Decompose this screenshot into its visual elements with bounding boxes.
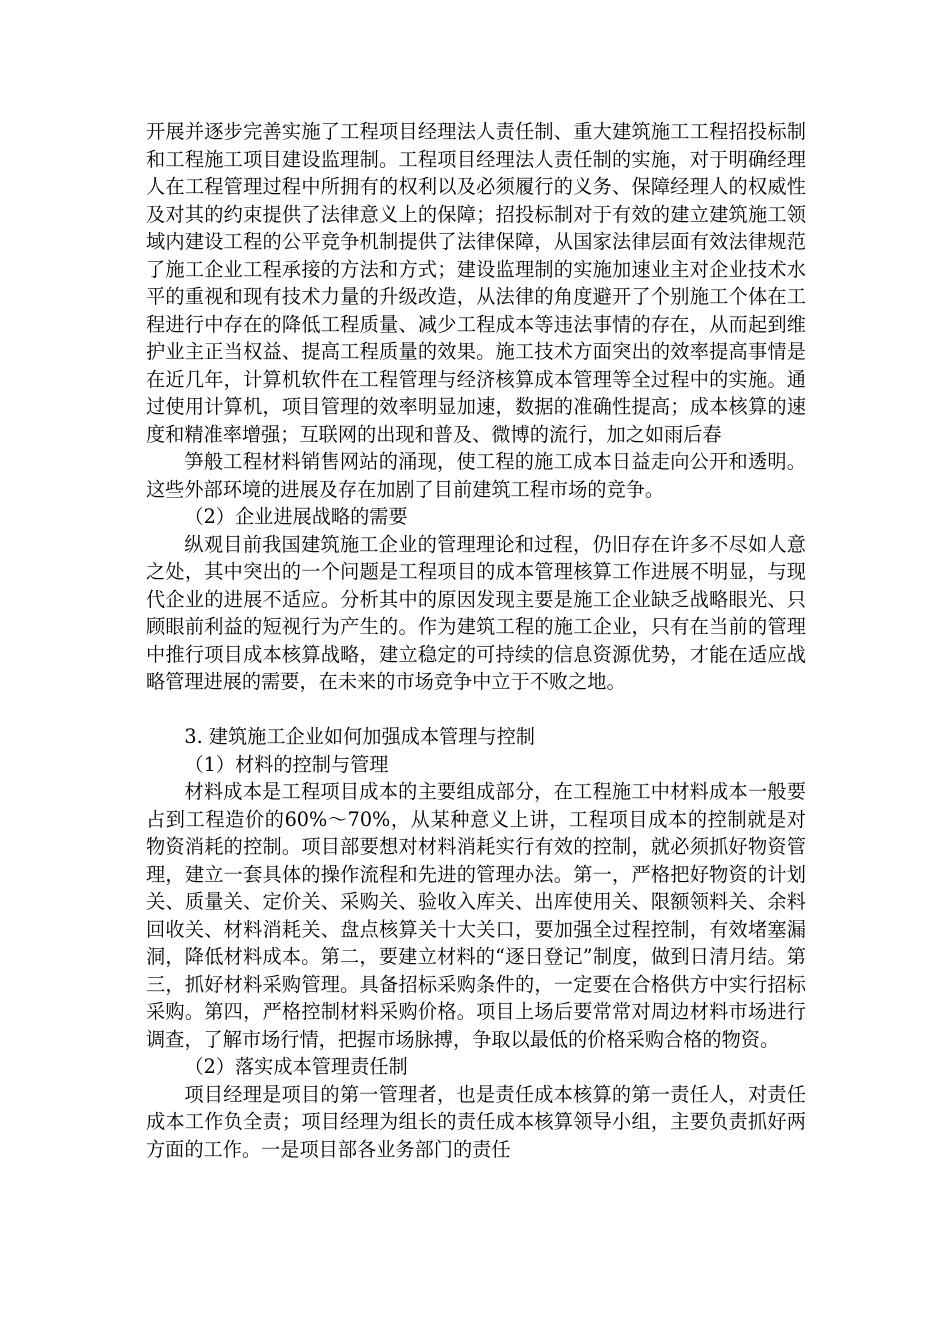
blank-line: [146, 696, 806, 724]
section-heading-cost-control: 3. 建筑施工企业如何加强成本管理与控制: [184, 725, 535, 748]
paragraph-strategy: 纵观目前我国建筑施工企业的管理理论和过程，仍旧存在许多不尽如人意之处，其中突出的一个问题是工程项目的成本管理核算工作进展不明显，与现代企业的进展不适应。分析其中的原因发现主要是施工企业缺乏战略眼光、只顾眼前利益的短视行为产生的。作为建筑工程的施工企业，只有在当前的管理中推行项目成本核算战略，建立稳定的可持续的信息资源优势，才能在适应战略管理进展的需要，在未来的市场竞争中立于不败之地。: [146, 532, 806, 693]
subheading-responsibility-system: （2）落实成本管理责任制: [184, 1055, 408, 1078]
paragraph-material-cost: 材料成本是工程项目成本的主要组成部分，在工程施工中材料成本一般要占到工程造价的60%～70%，从某种意义上讲，工程项目成本的控制就是对物资消耗的控制。项目部要想对材料消耗实行有效的控制，就必须抓好物资管理，建立一套具体的操作流程和先进的管理办法。第一，严格把好物资的计划关、质量关、定价关、采购关、验收入库关、出库使用关、限额领料关、余料回收关、材料消耗关、盘点核算关十大关口，要加强全过程控制，有效堵塞漏洞，降低材料成本。第二，要建立材料的“逐日登记”制度，做到日清月结。第三，抓好材料采购管理。具备招标采购条件的，一定要在合格供方中实行招标采购。第四，严格控制材料采购价格。项目上场后要常常对周边材料市场进行调查，了解市场行情，把握市场脉搏，争取以最低的价格采购合格的物资。: [146, 780, 806, 1051]
document-page: [146, 118, 806, 1163]
paragraph-project-manager: 项目经理是项目的第一管理者，也是责任成本核算的第一责任人，对责任成本工作负全责；项目经理为组长的责任成本核算领导小组，主要负责抓好两方面的工作。一是项目部各业务部门的责任: [146, 1082, 806, 1161]
paragraph-market-transparency: 笋般工程材料销售网站的涌现，使工程的施工成本日益走向公开和透明。这些外部环境的进展及存在加剧了目前建筑工程市场的竞争。: [146, 450, 806, 501]
subheading-material-control: （1）材料的控制与管理: [184, 752, 389, 776]
subheading-strategy-needs: （2）企业进展战略的需要: [184, 505, 408, 528]
paragraph-legal-system: 开展并逐步完善实施了工程项目经理法人责任制、重大建筑施工工程招投标制和工程施工项目建设监理制。工程项目经理法人责任制的实施，对于明确经理人在工程管理过程中所拥有的权利以及必须履行的义务、保障经理人的权威性及对其的约束提供了法律意义上的保障；招投标制对于有效的建立建筑施工领域内建设工程的公平竞争机制提供了法律保障，从国家法律层面有效法律规范了施工企业工程承接的方法和方式；建设监理制的实施加速业主对企业技术水平的重视和现有技术力量的升级改造，从法律的角度避开了个别施工个体在工程进行中存在的降低工程质量、减少工程成本等违法事情的存在，从而起到维护业主正当权益、提高工程质量的效果。施工技术方面突出的效率提高事情是在近几年，计算机软件在工程管理与经济核算成本管理等全过程中的实施。通过使用计算机，项目管理的效率明显加速，数据的准确性提高；成本核算的速度和精准率增强；互联网的出现和普及、微博的流行，加之如雨后春: [146, 120, 806, 446]
